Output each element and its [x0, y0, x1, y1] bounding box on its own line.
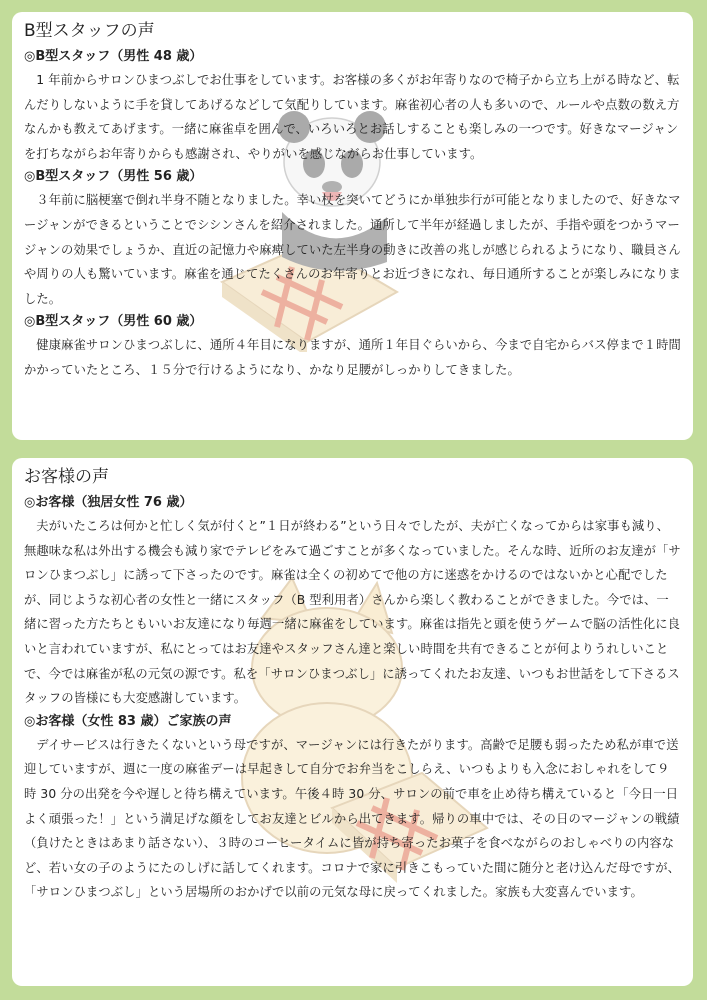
voice-entry: [24, 166, 681, 311]
voice-heading: ◎B型スタッフ（男性 48 歳）: [24, 49, 203, 64]
customer-voices-panel: [12, 458, 693, 986]
staff-voices-panel: [12, 12, 693, 440]
section-title: お客様の声: [24, 467, 109, 487]
voice-body: 健康麻雀サロンひまつぶしに、通所４年目になりますが、通所１年目ぐらいから、今まで自宅からバス停まで１時間かかっていたところ、１５分で行けるようになり、かなり足腰がしっかりしてきました。: [24, 338, 681, 377]
voice-body: 1 年前からサロンひまつぶしでお仕事をしています。お客様の多くがお年寄りなので椅子から立ち上がる時など、転んだりしないように手を貸してあげるなどして気配りしています。麻雀初心者の人も多いので、ルールや点数の数え方なんかも教えてあげます。一緒に麻雀卓を囲んで、いろいろとお話しすることも楽しみの一つです。好きなマージャンを打ちながらお年寄りからも感謝され、やりがいを感じながらお仕事しています。: [24, 73, 680, 161]
voice-body: 夫がいたころは何かと忙しく気が付くと”１日が終わる”という日々でしたが、夫が亡くなってからは家事も減り、無趣味な私は外出する機会も減り家でテレビをみて過ごすことが多くなっていました。そんな時、近所のお友達が「サロンひまつぶし」に誘って下さったのです。麻雀は全くの初めてで他の方に迷惑をかけるのではないかと心配でしたが、同じような初心者の女性と一緒にスタッフ（B 型利用者）さんから楽しく教わることができました。今では、一緒に習った方たちともいいお友達になり毎週一緒に麻雀をしています。麻雀は指先と頭を使うゲームで脳の活性化に良いと言われていますが、私にとってはお友達やスタッフさん達と楽しい時間を共有できることが何よりうれしいことで、今では麻雀が私の元気の源です。私を「サロンひまつぶし」に誘ってくれたお友達、いつもお世話をして下さるスタッフの皆様にも大変感謝しています。: [24, 519, 681, 706]
voice-entry: [24, 311, 681, 382]
section-title: B型スタッフの声: [24, 21, 155, 41]
voice-entry: [24, 492, 681, 711]
voice-entry: [24, 711, 681, 905]
voice-heading: ◎B型スタッフ（男性 56 歳）: [24, 169, 203, 185]
voice-body: デイサービスは行きたくないという母ですが、マージャンには行きたがります。高齢で足腰も弱ったため私が車で送迎していますが、週に一度の麻雀デーは早起きして自分でお弁当をこしらえ、いつもよりも入念におしゃれをして９時 30 分の出発を今や遅しと待ち構えています。午後４時 30 分、サロンの前で車を止め待ち構えていると「今日一日よく頑張った！」という満足げな顔をしてお友達とビルから出てきます。帰りの車中では、その日のマージャンの戦績（負けたときはあまり話さない）、３時のコーヒータイムに皆が持ち寄ったお菓子を食べながらのおしゃべりの内容など、若い女の子のようにたのしげに話してくれます。コロナで家に引きこもっていた間に随分と老け込んだ母ですが、「サロンひまつぶし」という居場所のおかげで以前の元気な母に戻ってくれました。家族も大変喜んでいます。: [24, 737, 681, 900]
voice-body: ３年前に脳梗塞で倒れ半身不随となりました。幸い杖を突いてどうにか単独歩行が可能となりましたので、好きなマージャンができるということでシシンさんを紹介されました。通所して半年が経過しましたが、手指や頭をつかうマージャンの効果でしょうか、直近の記憶力や麻痺していた左半身の動きに改善の兆しが感じられるようになり、職員さんや周りの人も驚いています。麻雀を通じてたくさんのお年寄りとお近づきになれ、毎日通所することが楽しみになりました。: [24, 193, 681, 306]
voice-heading: ◎お客様（独居女性 76 歳）: [24, 495, 193, 510]
voice-heading: ◎B型スタッフ（男性 60 歳）: [24, 314, 203, 330]
voice-heading: ◎お客様（女性 83 歳）ご家族の声: [24, 713, 232, 729]
voice-entry: [24, 46, 681, 166]
